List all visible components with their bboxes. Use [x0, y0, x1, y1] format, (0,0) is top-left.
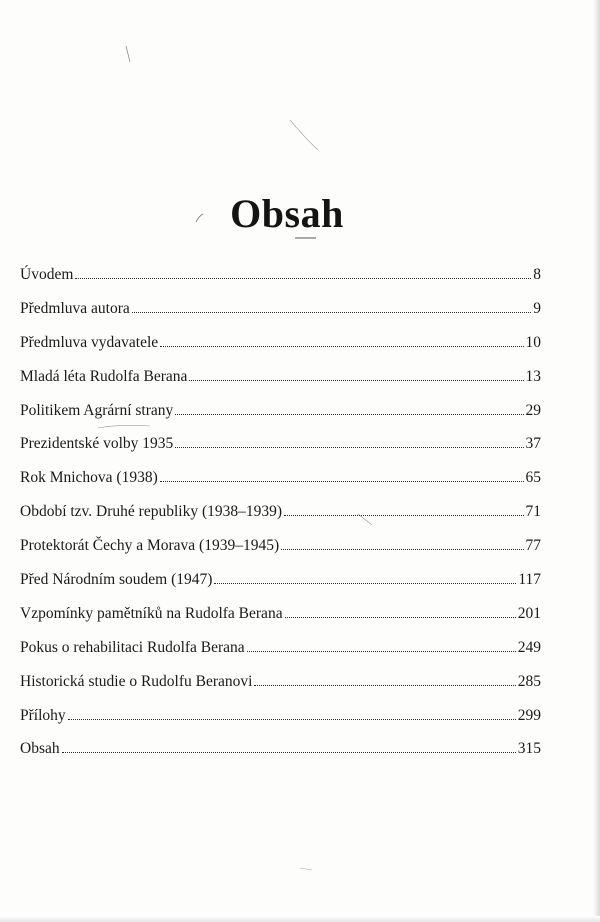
toc-entry-title: Historická studie o Rudolfu Beranovi — [20, 672, 253, 690]
toc-dot-leader — [160, 346, 523, 347]
toc-entry — [20, 529, 541, 563]
toc-dot-leader — [281, 549, 523, 550]
toc-page-number: 117 — [518, 571, 541, 589]
toc-dot-leader — [132, 312, 531, 313]
toc-page-number: 65 — [525, 469, 541, 487]
toc-page-number: 315 — [517, 740, 541, 758]
toc-entry — [20, 732, 541, 766]
toc-page-number: 285 — [517, 672, 541, 690]
toc-entry — [20, 461, 541, 495]
toc-entry — [20, 563, 541, 597]
toc-entry-title: Pokus o rehabilitaci Rudolfa Berana — [20, 638, 245, 656]
toc-entry-title: Období tzv. Druhé republiky (1938–1939) — [20, 503, 283, 521]
toc-entry-title: Přílohy — [20, 706, 66, 724]
toc-entry-title: Předmluva autora — [20, 299, 130, 317]
toc-page-number: 71 — [525, 503, 541, 521]
scan-mark-top — [126, 46, 130, 62]
toc-entry-title: Úvodem — [20, 266, 74, 283]
toc-dot-leader — [75, 278, 531, 279]
toc-dot-leader — [284, 515, 523, 516]
scan-mark-hair — [290, 120, 318, 150]
toc-dot-leader — [247, 651, 516, 652]
toc-entry — [20, 665, 541, 699]
toc-entry-title: Obsah — [20, 740, 60, 758]
toc-page-number: 9 — [533, 299, 541, 317]
toc-dot-leader — [254, 685, 515, 686]
toc-entry — [20, 292, 541, 326]
toc-dot-leader — [62, 752, 516, 753]
toc-entry — [20, 495, 541, 529]
toc-entry — [20, 394, 541, 428]
toc-page-number: 13 — [525, 367, 541, 385]
toc-entry-title: Rok Mnichova (1938) — [20, 469, 158, 487]
table-of-contents — [20, 258, 541, 766]
toc-entry — [20, 326, 541, 360]
toc-page-number: 29 — [525, 401, 541, 419]
toc-entry-title: Vzpomínky pamětníků na Rudolfa Berana — [20, 604, 283, 622]
toc-page-number: 10 — [525, 333, 541, 351]
toc-page-number: 201 — [517, 604, 541, 622]
toc-dot-leader — [160, 481, 524, 482]
toc-entry-title: Prezidentské volby 1935 — [20, 435, 174, 453]
toc-entry — [20, 427, 541, 461]
toc-page-number: 249 — [517, 638, 541, 656]
toc-entry — [20, 258, 541, 292]
toc-page-number: 8 — [533, 266, 541, 283]
toc-page-number: 37 — [525, 435, 541, 453]
toc-entry-title: Politikem Agrární strany — [20, 401, 174, 419]
page-edge-shadow — [593, 0, 600, 922]
toc-entry-title: Před Národním soudem (1947) — [20, 571, 213, 589]
toc-dot-leader — [214, 583, 516, 584]
toc-page-number: 77 — [525, 537, 541, 555]
toc-entry-title: Předmluva vydavatele — [20, 333, 159, 351]
toc-dot-leader — [175, 447, 523, 448]
toc-entry — [20, 699, 541, 733]
toc-entry-title: Protektorát Čechy a Morava (1939–1945) — [20, 537, 280, 555]
toc-dot-leader — [285, 617, 516, 618]
toc-page-number: 299 — [517, 706, 541, 724]
toc-dot-leader — [68, 719, 516, 720]
toc-dot-leader — [189, 380, 523, 381]
scan-mark-bottom — [300, 868, 312, 870]
page-title: Obsah — [230, 191, 344, 236]
toc-entry — [20, 597, 541, 631]
toc-entry — [20, 360, 541, 394]
toc-entry — [20, 631, 541, 665]
toc-entry-title: Mladá léta Rudolfa Berana — [20, 367, 188, 385]
toc-dot-leader — [175, 414, 523, 415]
page-bottom-shadow — [0, 916, 600, 922]
